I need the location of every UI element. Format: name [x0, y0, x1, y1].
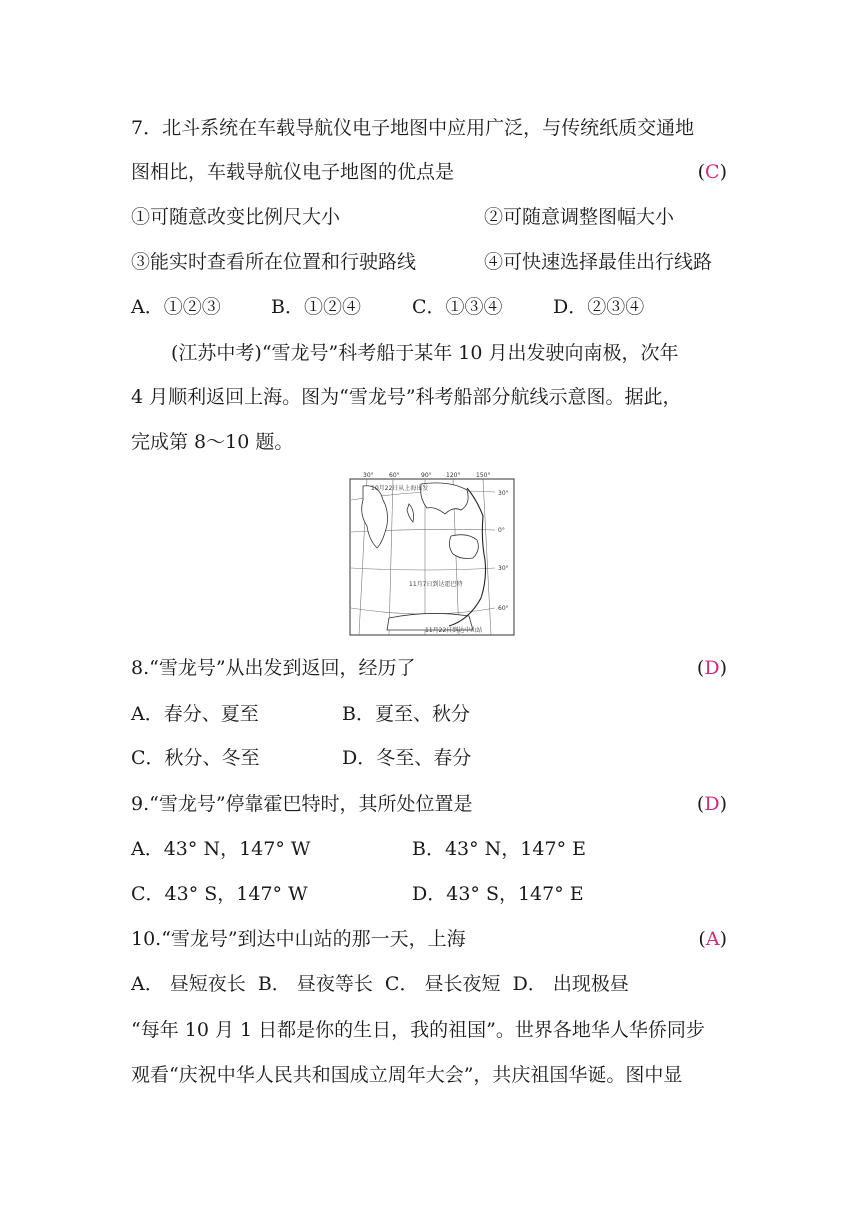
q10-options: A． 昼短夜长 B． 昼夜等长 C． 昼长夜短 D． 出现极昼: [131, 973, 629, 995]
q7-option-b: B．①②④: [271, 296, 361, 318]
lat-label-30n: 30°: [498, 490, 509, 497]
route-note-zhongshan: 11月22日到达中山站: [425, 627, 483, 634]
lat-label-60s: 60°: [498, 605, 509, 612]
q9-option-b: B．43° N，147° E: [412, 838, 586, 860]
q9-option-c: C．43° S，147° W: [131, 883, 308, 905]
q7-answer-letter: C: [705, 161, 720, 183]
q8-answer-letter: D: [704, 657, 720, 679]
q7-item-4: ④可快速选择最佳出行线路: [484, 251, 713, 273]
q10-answer: (A): [698, 928, 727, 950]
q9-stem: 9.“雪龙号”停靠霍巴特时，其所处位置是: [131, 793, 473, 815]
next-passage-line2: 观看“庆祝中华人民共和国成立周年大会”，共庆祖国华诞。图中显: [131, 1064, 683, 1086]
lon-label-150: 150°: [476, 472, 491, 479]
lon-label-60: 60°: [389, 472, 400, 479]
q9-answer: (D): [696, 793, 727, 815]
next-passage-line1: “每年 10 月 1 日都是你的生日，我的祖国”。世界各地华人华侨同步: [131, 1019, 705, 1041]
q7-stem-line1: 7．北斗系统在车载导航仪电子地图中应用广泛，与传统纸质交通地: [131, 117, 695, 139]
route-map: [349, 470, 515, 636]
q9-answer-letter: D: [704, 793, 720, 815]
q9-option-d: D．43° S，147° E: [412, 883, 584, 905]
route-note-departure: 10月22日从上海出发: [371, 485, 429, 492]
lon-label-90: 90°: [421, 472, 432, 479]
q7-option-a: A．①②③: [131, 296, 221, 318]
passage-line1: (江苏中考)“雪龙号”科考船于某年 10 月出发驶向南极，次年: [171, 342, 679, 364]
passage-line2: 4 月顺利返回上海。图为“雪龙号”科考船部分航线示意图。据此，: [131, 386, 682, 408]
q7-answer: (C): [697, 161, 727, 183]
q8-option-c: C．秋分、冬至: [131, 747, 260, 769]
lon-label-30: 30°: [363, 472, 374, 479]
q7-stem-line2: 图相比，车载导航仪电子地图的优点是: [131, 161, 455, 183]
q8-option-a: A．春分、夏至: [131, 703, 259, 725]
lat-label-30s: 30°: [498, 565, 509, 572]
q8-stem: 8.“雪龙号”从出发到返回，经历了: [131, 657, 416, 679]
q10-stem: 10.“雪龙号”到达中山站的那一天，上海: [131, 928, 466, 950]
q7-item-3: ③能实时查看所在位置和行驶路线: [131, 251, 417, 273]
q8-option-b: B．夏至、秋分: [342, 703, 470, 725]
lat-label-0: 0°: [498, 527, 505, 534]
q10-answer-letter: A: [705, 928, 720, 950]
q8-option-d: D．冬至、春分: [342, 747, 472, 769]
q7-item-2: ②可随意调整图幅大小: [484, 206, 675, 228]
q9-option-a: A．43° N，147° W: [131, 838, 311, 860]
q7-option-c: C．①③④: [412, 296, 503, 318]
passage-line3: 完成第 8～10 题。: [131, 431, 294, 453]
lon-label-120: 120°: [446, 472, 461, 479]
q7-item-1: ①可随意改变比例尺大小: [131, 206, 341, 228]
q7-option-d: D．②③④: [553, 296, 645, 318]
route-note-hobart: 11月7日到达霍巴特: [409, 581, 463, 588]
q8-answer: (D): [696, 657, 727, 679]
